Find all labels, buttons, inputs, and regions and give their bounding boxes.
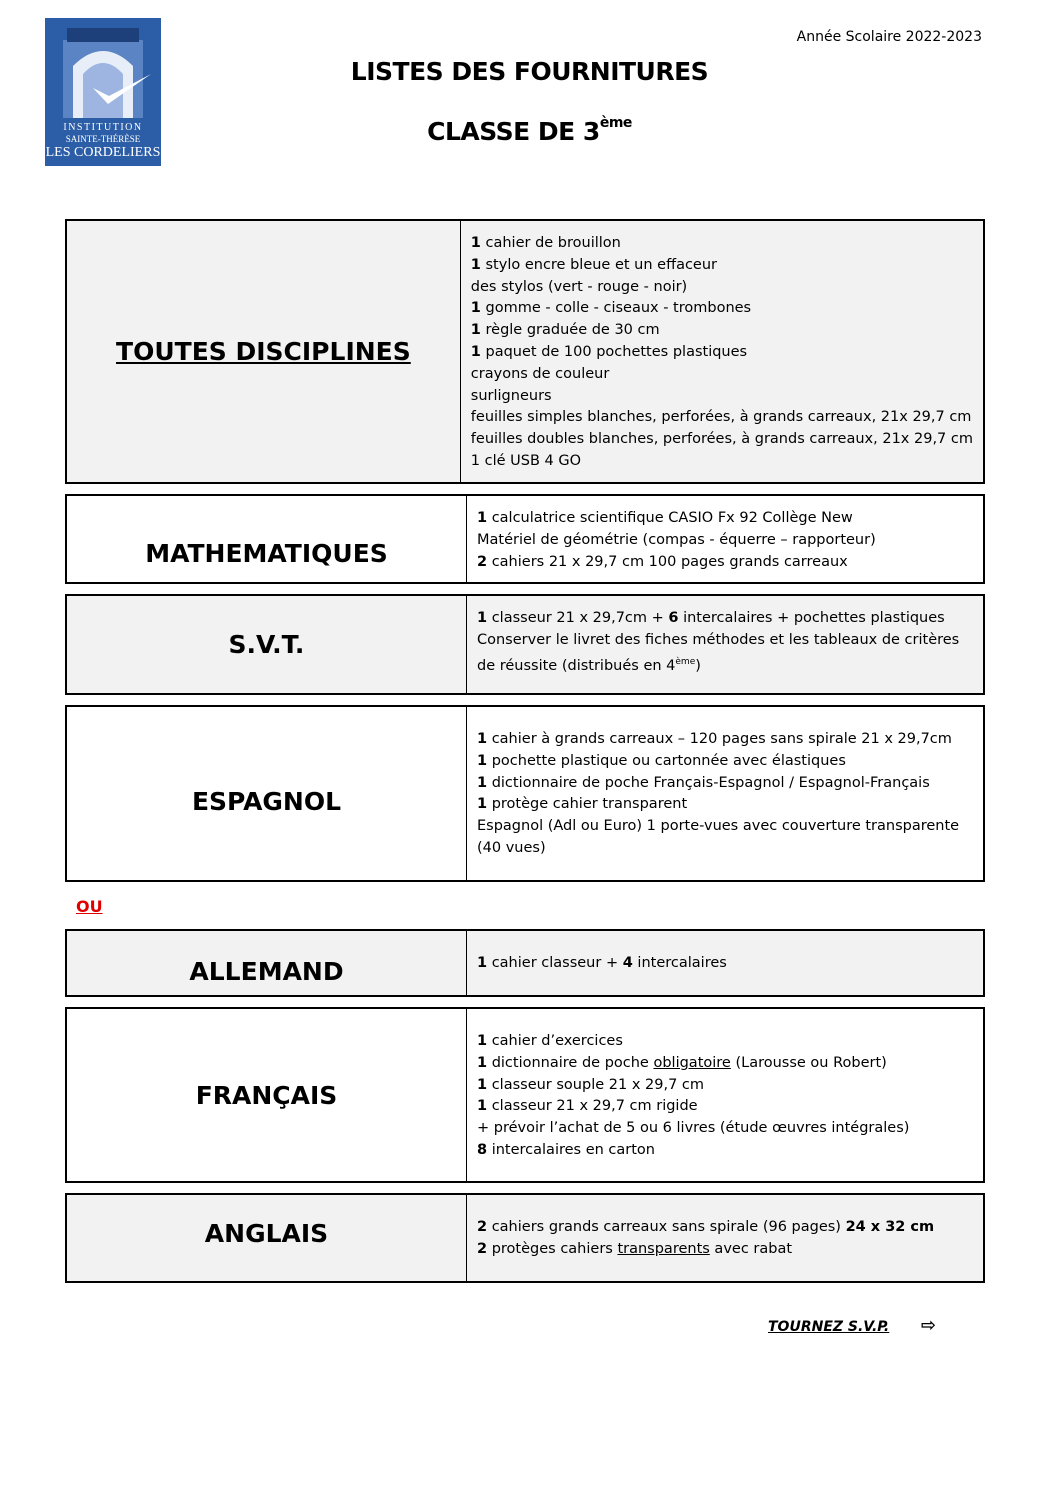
list-item: 1 cahier classeur + 4 intercalaires: [477, 955, 727, 971]
subject-title: MATHEMATIQUES: [145, 538, 388, 568]
list-item: surligneurs: [470, 387, 552, 404]
list-item: feuilles simples blanches, perforées, à grands carreaux, 21x 29,7 cm: [470, 409, 972, 426]
supplies-list: [467, 707, 983, 880]
supplies-list: [461, 221, 983, 482]
list-item: crayons de couleur: [470, 365, 610, 382]
logo-line-1: INSTITUTION: [63, 122, 143, 133]
list-item: des stylos (vert - rouge - noir): [470, 278, 688, 295]
list-item: 1 paquet de 100 pochettes plastiques: [470, 343, 748, 360]
list-item: 1 cahier de brouillon: [470, 235, 621, 251]
list-item: Espagnol (Adl ou Euro) 1 porte-vues avec couverture transparente: [477, 818, 960, 835]
list-item: 1 classeur 21 x 29,7cm + 6 intercalaires + pochettes plastiques: [477, 610, 945, 626]
subject-title: ANGLAIS: [204, 1218, 329, 1248]
section-toutes-disciplines: [65, 219, 985, 484]
supplies-list: [467, 596, 983, 693]
list-item: 1 règle graduée de 30 cm: [470, 322, 660, 339]
supplies-list: [467, 496, 983, 582]
logo-line-3: LES CORDELIERS: [45, 145, 161, 160]
list-item: 1 dictionnaire de poche obligatoire (Larousse ou Robert): [477, 1054, 887, 1071]
list-item: 1 pochette plastique ou cartonnée avec élastiques: [477, 752, 846, 769]
subject-title: S.V.T.: [228, 630, 305, 659]
or-label: OU: [76, 897, 103, 916]
subject-title: ALLEMAND: [189, 956, 344, 986]
list-item: Matériel de géométrie (compas - équerre – rapporteur): [477, 531, 876, 548]
list-item: 1 dictionnaire de poche Français-Espagnol / Espagnol-Français: [477, 774, 930, 791]
turn-page-note: TOURNEZ S.V.P.: [768, 1319, 890, 1335]
list-item: 2 protèges cahiers transparents avec rabat: [477, 1240, 793, 1257]
class-title: CLASSE DE 3ème: [427, 114, 632, 146]
list-item: 1 cahier d’exercices: [477, 1033, 623, 1049]
section-mathematiques: [65, 494, 985, 584]
list-item: 1 clé USB 4 GO: [470, 452, 582, 469]
list-item: 2 cahiers 21 x 29,7 cm 100 pages grands carreaux: [477, 553, 848, 570]
list-item: Conserver le livret des fiches méthodes et les tableaux de critères: [477, 631, 960, 648]
list-item: (40 vues): [477, 839, 546, 856]
supplies-list: [467, 1009, 983, 1181]
section-allemand: [65, 929, 985, 997]
list-item: 1 stylo encre bleue et un effaceur: [470, 256, 718, 273]
subject-title: ESPAGNOL: [191, 787, 342, 816]
subject-title: FRANÇAIS: [195, 1080, 338, 1110]
list-item: 1 cahier à grands carreaux – 120 pages sans spirale 21 x 29,7cm: [477, 731, 952, 747]
list-item: 1 classeur souple 21 x 29,7 cm: [477, 1076, 704, 1093]
section-espagnol: [65, 705, 985, 882]
list-item: 2 cahiers grands carreaux sans spirale (96 pages) 24 x 32 cm: [477, 1219, 935, 1235]
supplies-list: [467, 931, 983, 995]
list-item: + prévoir l’achat de 5 ou 6 livres (étude œuvres intégrales): [477, 1120, 910, 1137]
logo-line-2: SAINTE-THÉRÈSE: [65, 134, 141, 144]
arrow-right-icon: ⇨: [921, 1315, 937, 1336]
list-item: 1 protège cahier transparent: [477, 796, 688, 813]
list-item: 8 intercalaires en carton: [477, 1141, 655, 1158]
list-item: feuilles doubles blanches, perforées, à grands carreaux, 21x 29,7 cm: [470, 431, 973, 448]
list-item: de réussite (distribués en 4ème): [477, 656, 701, 674]
subject-title: TOUTES DISCIPLINES: [116, 337, 411, 366]
list-item: 1 classeur 21 x 29,7 cm rigide: [477, 1098, 698, 1115]
list-item: 1 gomme - colle - ciseaux - trombones: [470, 300, 752, 317]
list-item: 1 calculatrice scientifique CASIO Fx 92 Collège New: [477, 510, 853, 526]
section-anglais: [65, 1193, 985, 1283]
section-svt: [65, 594, 985, 695]
page-title: LISTES DES FOURNITURES: [350, 57, 709, 86]
supplies-list: [467, 1195, 983, 1281]
section-francais: [65, 1007, 985, 1183]
school-year: Année Scolaire 2022-2023: [796, 29, 982, 45]
